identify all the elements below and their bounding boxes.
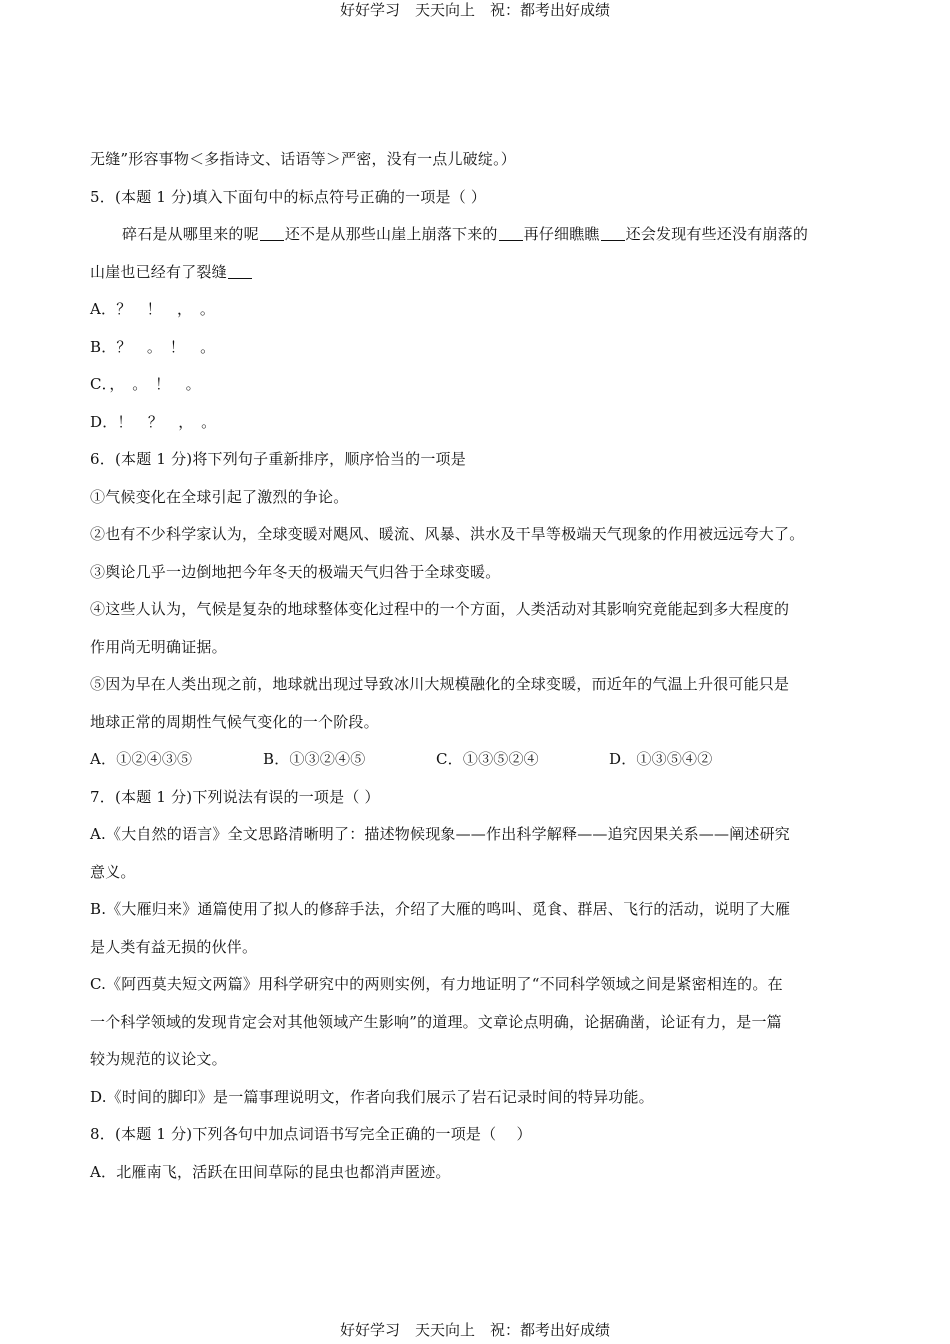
q7-option-a-line1: A.《大自然的语言》全文思路清晰明了：描述物候现象——作出科学解释——追究因果关系——阐述研究 — [90, 825, 791, 843]
q5-part5: 山崖也已经有了裂缝 — [90, 262, 227, 281]
q6-sentence-3: ③舆论几乎一边倒地把今年冬天的极端天气归咎于全球变暖。 — [90, 562, 501, 581]
q5-blank-3 — [601, 224, 625, 241]
q5-option-b: B．？ 。 ！ 。 — [90, 337, 216, 356]
q6-option-d: D．①③⑤④② — [609, 750, 713, 768]
q6-sentence-5b: 地球正常的周期性气候气变化的一个阶段。 — [90, 712, 379, 731]
q6-sentence-4b: 作用尚无明确证据。 — [90, 637, 227, 656]
q5-option-a: A．？ ！ ， 。 — [90, 300, 216, 318]
page-header: 好好学习 天天向上 祝：都考出好成绩 — [339, 1, 610, 19]
q7-option-c-line1: C.《阿西莫夫短文两篇》用科学研究中的两则实例，有力地证明了“不同科学领域之间是紧密相连的。在 — [90, 975, 783, 993]
q8-option-a: A．北雁南飞，活跃在田间草际的昆虫也都消声匿迹。 — [90, 1162, 451, 1181]
q6-options — [90, 741, 865, 779]
q5-sentence-line1 — [90, 216, 865, 254]
q7-option-c-line3: 较为规范的议论文。 — [90, 1050, 227, 1068]
q5-blank-2 — [499, 224, 523, 241]
q6-sentence-5a: ⑤因为早在人类出现之前，地球就出现过导致冰川大规模融化的全球变暖，而近年的气温上升很可能只是 — [90, 675, 790, 693]
q7-option-b-line1: B.《大雁归来》通篇使用了拟人的修辞手法，介绍了大雁的鸣叫、觅食、群居、飞行的活动，说明了大雁 — [90, 900, 791, 918]
q6-option-b: B．①③②④⑤ — [263, 750, 366, 768]
q5-option-d: D．！ ？ ， 。 — [90, 412, 217, 431]
page-footer: 好好学习 天天向上 祝：都考出好成绩 — [339, 1321, 610, 1339]
q5-part1: 碎石是从哪里来的呢 — [122, 225, 259, 243]
q5-blank-1 — [260, 224, 284, 241]
q6-sentence-2: ②也有不少科学家认为，全球变暖对飓风、暖流、风暴、洪水及干旱等极端天气现象的作用被远远夸大了。 — [90, 525, 805, 543]
q6-option-c: C．①③⑤②④ — [436, 750, 539, 768]
q7-option-c-line2: 一个科学领域的发现肯定会对其他领域产生影响”的道理。文章论点明确，论据确凿，论证有力，是一篇 — [90, 1012, 782, 1031]
q5-part4: 还会发现有些还没有崩落的 — [625, 225, 809, 243]
q8-stem: 8．(本题 1 分)下列各句中加点词语书写完全正确的一项是（ ） — [90, 1125, 532, 1143]
q6-sentence-1: ①气候变化在全球引起了激烈的争论。 — [90, 487, 349, 506]
q7-option-b-line2: 是人类有益无损的伙伴。 — [90, 937, 258, 956]
q5-part2: 还不是从那些山崖上崩落下来的 — [284, 225, 498, 243]
q5-stem: 5．(本题 1 分)填入下面句中的标点符号正确的一项是（ ） — [90, 187, 487, 206]
q5-option-c: C．， 。 ！ 。 — [90, 375, 201, 393]
q6-option-a: A．①②④③⑤ — [90, 750, 193, 768]
q7-option-d: D.《时间的脚印》是一篇事理说明文，作者向我们展示了岩石记录时间的特异功能。 — [90, 1087, 654, 1106]
q5-sentence-line2 — [90, 254, 865, 292]
q4-explanation-tail: 无缝”形容事物＜多指诗文、话语等＞严密，没有一点儿破绽。） — [90, 150, 516, 168]
document-body — [90, 141, 865, 1191]
q7-stem: 7．(本题 1 分)下列说法有误的一项是（ ） — [90, 787, 380, 806]
q7-option-a-line2: 意义。 — [90, 862, 136, 881]
q6-sentence-4a: ④这些人认为，气候是复杂的地球整体变化过程中的一个方面，人类活动对其影响究竟能起到多大程度的 — [90, 600, 790, 618]
q5-blank-4 — [228, 262, 252, 279]
q6-stem: 6．(本题 1 分)将下列句子重新排序，顺序恰当的一项是 — [90, 450, 466, 468]
q5-part3: 再仔细瞧瞧 — [523, 225, 600, 243]
